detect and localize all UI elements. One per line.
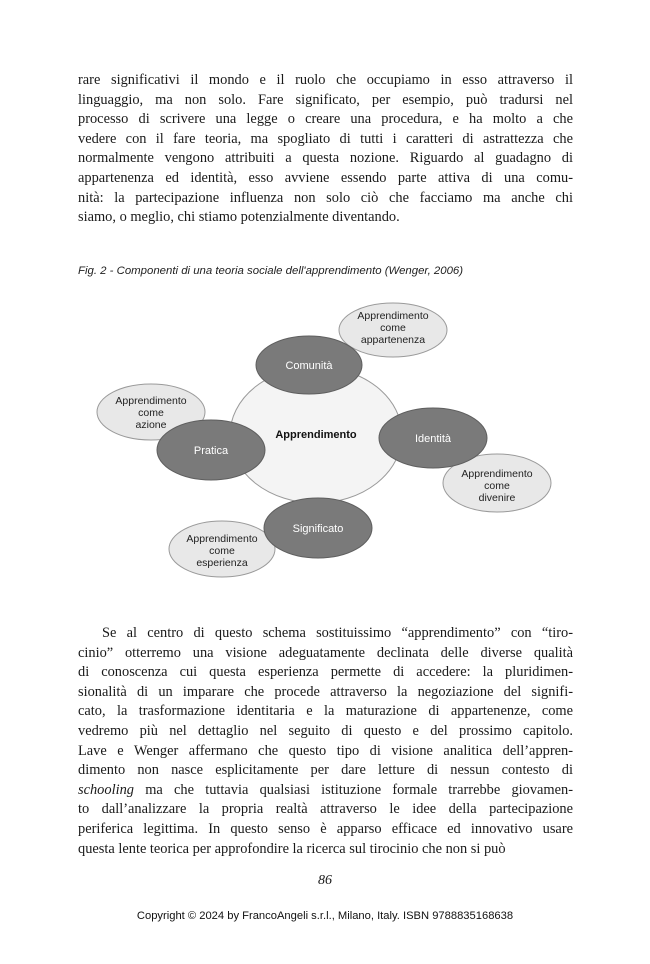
- text-line: nità: la partecipazione influenza non solo ciò che facciamo ma anche chi: [78, 189, 573, 206]
- learning-azione-line2: come: [138, 407, 164, 419]
- component-comunita-label: Comunità: [285, 360, 333, 372]
- body-paragraph-2: [78, 624, 573, 859]
- body-paragraph: [78, 71, 573, 228]
- text-line: sionalità di un imparare che procede attraverso la negoziazione del signifi-: [78, 683, 573, 700]
- text-line: to dall’analizzare la propria realtà attraverso le idee della partecipazione: [78, 801, 573, 818]
- learning-divenire-line2: come: [484, 480, 510, 492]
- component-pratica-node: [157, 420, 265, 480]
- learning-appartenenza-line3: appartenenza: [360, 334, 426, 346]
- component-pratica-label: Pratica: [193, 445, 229, 457]
- text-line: normalmente vengono attribuiti a questa nozione. Riguardo al guadagno di: [78, 150, 573, 167]
- learning-azione-line1: Apprendimento: [115, 395, 187, 407]
- learning-appartenenza-node: [339, 303, 447, 357]
- learning-appartenenza-line1: Apprendimento: [357, 310, 429, 322]
- text-line: vedere con il fare teoria, ma spogliato di tutti i caratteri di astrattezza che: [78, 130, 573, 147]
- text-line: appartenenza ed identità, esso avviene essendo parte attiva di una comu-: [78, 169, 573, 186]
- text-line: Lave e Wenger affermano che questo tipo di visione analitica dell’appren-: [78, 742, 573, 759]
- component-identita-node: [379, 408, 487, 468]
- component-comunita-node: [256, 336, 362, 394]
- text-line: schooling ma che tuttavia qualsiasi istituzione formale trarrebbe giovamen-: [78, 781, 573, 798]
- text-line: dimento non nasce esplicitamente per dare letture di nessun contesto di: [78, 762, 573, 779]
- page-number: 86: [318, 873, 332, 888]
- learning-appartenenza-line2: come: [380, 322, 406, 334]
- component-significato-node: [264, 498, 372, 558]
- text-line: periferica legittima. In questo senso è apparso efficace ed innovativo usare: [78, 820, 573, 837]
- learning-esperienza-line2: come: [209, 545, 235, 557]
- text-line: siamo, o meglio, chi stiamo potenzialmente diventando.: [78, 209, 400, 226]
- text-line: cinio” otterremo una visione adeguatamente declinata delle diverse qualità: [78, 644, 573, 661]
- learning-esperienza-line3: esperienza: [196, 557, 248, 569]
- learning-components-diagram: [0, 290, 650, 590]
- copyright-notice: Copyright © 2024 by FrancoAngeli s.r.l., Milano, Italy. ISBN 9788835168638: [136, 910, 514, 922]
- text-line: vedremo più nel dettaglio nel seguito di questo e del prossimo capitolo.: [78, 722, 573, 739]
- text-line: di conoscenza cui questa esperienza permette di accedere: la pluridimen-: [78, 664, 573, 681]
- text-line: rare significativi il mondo e il ruolo che occupiamo in esso attraverso il: [78, 72, 573, 88]
- text-line: cato, la trasformazione identitaria e la maturazione di appartenenze, come: [78, 703, 573, 720]
- learning-esperienza-node: [169, 521, 275, 577]
- text-line: Se al centro di questo schema sostituissimo “apprendimento” con “tiro-: [102, 625, 573, 641]
- learning-divenire-line1: Apprendimento: [461, 468, 533, 480]
- learning-divenire-line3: divenire: [478, 492, 516, 504]
- text-line: questa lente teorica per approfondire la ricerca sul tirocinio che non si può: [78, 840, 506, 857]
- learning-azione-line3: azione: [135, 419, 167, 431]
- text-line: linguaggio, ma non solo. Fare significato, per esempio, può tradursi nel: [78, 91, 573, 108]
- component-identita-label: Identità: [414, 433, 452, 445]
- center-label: Apprendimento: [275, 429, 357, 441]
- text-line: processo di scrivere una legge o creare una procedura, e ha molto a che: [78, 111, 573, 128]
- learning-esperienza-line1: Apprendimento: [186, 533, 258, 545]
- component-significato-label: Significato: [292, 523, 344, 535]
- figure-caption: Fig. 2 - Componenti di una teoria sociale dell'apprendimento (Wenger, 2006): [78, 265, 464, 277]
